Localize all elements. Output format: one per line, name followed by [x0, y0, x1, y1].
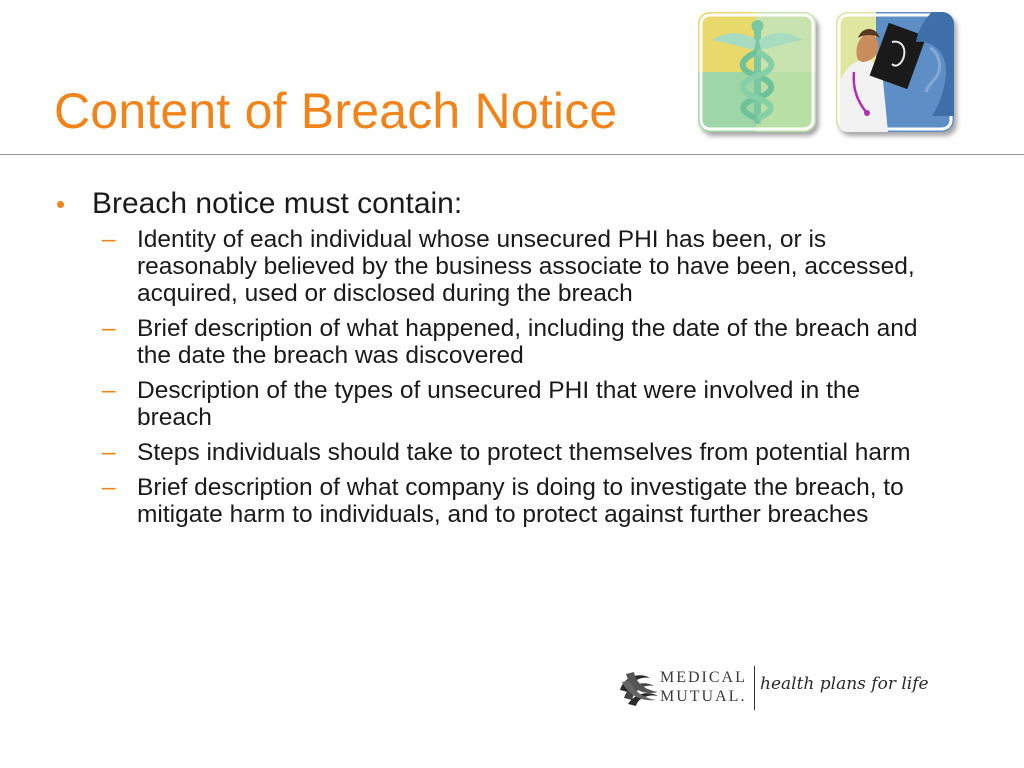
sub-bullet-steps — [102, 439, 927, 466]
caduceus-icon — [698, 12, 816, 132]
sub-bullet-list — [56, 226, 916, 528]
logo-swirl-icon — [616, 668, 662, 708]
sub-bullet-text: Brief description of what company is doing to investigate the breach, to mitigate harm to individuals, and to protect against further breaches — [137, 474, 904, 528]
main-bullet — [56, 186, 916, 222]
dash-marker: – — [102, 377, 116, 404]
logo-line-1: MEDICAL — [660, 669, 747, 686]
logo-line-2: MUTUAL. — [660, 688, 747, 705]
sub-bullet-text: Description of the types of unsecured PHI that were involved in the breach — [137, 377, 861, 431]
dash-marker: – — [102, 474, 116, 501]
logo-separator — [754, 666, 755, 710]
dash-marker: – — [102, 226, 116, 253]
slide-body — [56, 186, 916, 536]
dash-marker: – — [102, 439, 116, 466]
sub-bullet-description — [102, 315, 927, 369]
sub-bullet-company-actions — [102, 474, 927, 528]
medical-mutual-logo — [616, 664, 929, 712]
doctor-xray-icon — [836, 12, 954, 132]
slide-title: Content of Breach Notice — [54, 83, 618, 139]
sub-bullet-phi-types — [102, 377, 927, 431]
title-divider — [0, 154, 1024, 155]
dash-marker: – — [102, 315, 116, 342]
sub-bullet-identity — [102, 226, 927, 307]
sub-bullet-text: Brief description of what happened, including the date of the breach and the date the breach was discovered — [137, 315, 918, 369]
bullet-marker: • — [56, 189, 66, 219]
logo-wordmark — [660, 668, 747, 706]
sub-bullet-text: Steps individuals should take to protect themselves from potential harm — [137, 439, 911, 466]
main-bullet-text: Breach notice must contain: — [92, 187, 463, 220]
sub-bullet-text: Identity of each individual whose unsecured PHI has been, or is reasonably believed by the business associate to have been, accessed, acquired, used or disclosed during the breach — [137, 226, 915, 307]
logo-tagline: health plans for life — [760, 674, 929, 694]
